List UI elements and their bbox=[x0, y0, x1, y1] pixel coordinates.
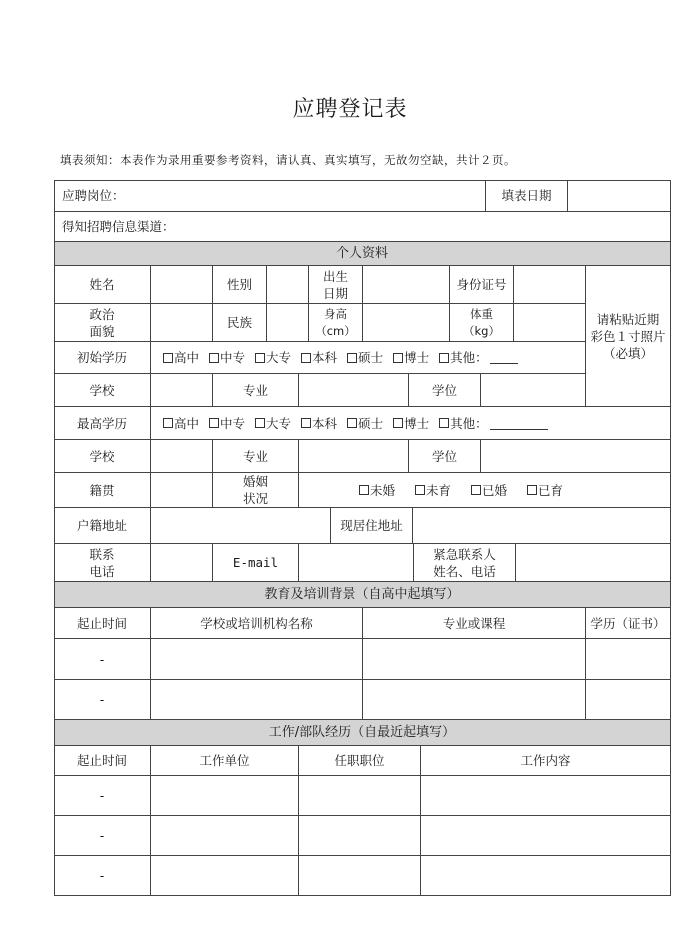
checkbox-icon bbox=[209, 418, 219, 428]
edu-header-school: 学校或培训机构名称 bbox=[151, 608, 363, 639]
application-form bbox=[54, 180, 671, 896]
highest-edu-label: 最高学历 bbox=[54, 407, 151, 440]
marital-option[interactable]: 已婚 bbox=[471, 482, 507, 499]
native-place-label: 籍贯 bbox=[54, 473, 151, 508]
initial-edu-option[interactable]: 中专 bbox=[209, 349, 245, 366]
edu-school-field[interactable] bbox=[151, 639, 363, 680]
major-field[interactable] bbox=[299, 374, 409, 407]
gender-label: 性别 bbox=[213, 266, 267, 304]
marital-label: 婚姻 状况 bbox=[213, 473, 299, 508]
current-address-field[interactable] bbox=[413, 508, 671, 544]
checkbox-icon bbox=[163, 418, 173, 428]
height-field[interactable] bbox=[363, 304, 450, 342]
degree-field[interactable] bbox=[481, 374, 586, 407]
marital-option[interactable]: 已育 bbox=[527, 482, 563, 499]
degree-field[interactable] bbox=[481, 440, 671, 473]
checkbox-icon bbox=[163, 353, 173, 363]
ethnicity-field[interactable] bbox=[267, 304, 309, 342]
channel-field[interactable] bbox=[54, 212, 671, 242]
emergency-contact-field[interactable] bbox=[516, 544, 671, 582]
major-label: 专业 bbox=[213, 374, 299, 407]
personal-section-header: 个人资料 bbox=[54, 242, 671, 266]
ethnicity-label: 民族 bbox=[213, 304, 267, 342]
initial-edu-options bbox=[151, 342, 586, 374]
work-header-period: 起止时间 bbox=[54, 746, 151, 776]
work-header-position: 任职职位 bbox=[299, 746, 421, 776]
checkbox-icon bbox=[209, 353, 219, 363]
other-blank-line[interactable] bbox=[490, 417, 548, 430]
name-label: 姓名 bbox=[54, 266, 151, 304]
weight-field[interactable] bbox=[514, 304, 586, 342]
highest-edu-option-other[interactable]: 其他： bbox=[439, 415, 548, 432]
highest-edu-option[interactable]: 博士 bbox=[393, 415, 429, 432]
edu-school-field[interactable] bbox=[151, 680, 363, 720]
school-label: 学校 bbox=[54, 374, 151, 407]
weight-label: 体重 （kg） bbox=[450, 304, 514, 342]
school-label: 学校 bbox=[54, 440, 151, 473]
checkbox-icon bbox=[359, 485, 369, 495]
work-header-employer: 工作单位 bbox=[151, 746, 299, 776]
id-number-field[interactable] bbox=[514, 266, 586, 304]
major-field[interactable] bbox=[299, 440, 409, 473]
work-duties-field[interactable] bbox=[421, 856, 671, 896]
height-label: 身高 （cm） bbox=[309, 304, 363, 342]
edu-header-diploma: 学历（证书） bbox=[586, 608, 671, 639]
marital-options bbox=[299, 473, 671, 508]
native-place-field[interactable] bbox=[151, 473, 213, 508]
phone-field[interactable] bbox=[151, 544, 213, 582]
work-period-field[interactable]: - bbox=[54, 856, 151, 896]
marital-option[interactable]: 未育 bbox=[415, 482, 451, 499]
politics-label: 政治 面貌 bbox=[54, 304, 151, 342]
highest-edu-option[interactable]: 大专 bbox=[255, 415, 291, 432]
other-blank-line[interactable] bbox=[490, 351, 518, 364]
checkbox-icon bbox=[255, 418, 265, 428]
edu-major-field[interactable] bbox=[363, 639, 586, 680]
initial-edu-option-other[interactable]: 其他： bbox=[439, 349, 518, 366]
work-period-field[interactable]: - bbox=[54, 816, 151, 856]
work-section-header: 工作/部队经历（自最近起填写） bbox=[54, 720, 671, 746]
initial-edu-option[interactable]: 高中 bbox=[163, 349, 199, 366]
edu-period-field[interactable]: - bbox=[54, 680, 151, 720]
school-field[interactable] bbox=[151, 440, 213, 473]
phone-label: 联系 电话 bbox=[54, 544, 151, 582]
edu-major-field[interactable] bbox=[363, 680, 586, 720]
degree-label: 学位 bbox=[409, 440, 481, 473]
work-position-field[interactable] bbox=[299, 776, 421, 816]
email-field[interactable] bbox=[299, 544, 414, 582]
household-address-field[interactable] bbox=[151, 508, 331, 544]
edu-period-field[interactable]: - bbox=[54, 639, 151, 680]
work-position-field[interactable] bbox=[299, 856, 421, 896]
photo-box[interactable]: 请粘贴近期 彩色１寸照片 （必填） bbox=[586, 266, 671, 407]
work-period-field[interactable]: - bbox=[54, 776, 151, 816]
initial-edu-option[interactable]: 硕士 bbox=[347, 349, 383, 366]
checkbox-icon bbox=[393, 353, 403, 363]
email-label: E-mail bbox=[213, 544, 299, 582]
work-employer-field[interactable] bbox=[151, 856, 299, 896]
checkbox-icon bbox=[393, 418, 403, 428]
marital-option[interactable]: 未婚 bbox=[359, 482, 395, 499]
current-address-label: 现居住地址 bbox=[331, 508, 413, 544]
edu-diploma-field[interactable] bbox=[586, 680, 671, 720]
checkbox-icon bbox=[301, 353, 311, 363]
school-field[interactable] bbox=[151, 374, 213, 407]
major-label: 专业 bbox=[213, 440, 299, 473]
education-section-header: 教育及培训背景（自高中起填写） bbox=[54, 582, 671, 608]
id-number-label: 身份证号 bbox=[450, 266, 514, 304]
initial-edu-option[interactable]: 博士 bbox=[393, 349, 429, 366]
date-label: 填表日期 bbox=[486, 180, 568, 212]
name-field[interactable] bbox=[151, 266, 213, 304]
checkbox-icon bbox=[439, 418, 449, 428]
birth-field[interactable] bbox=[363, 266, 450, 304]
date-field[interactable] bbox=[568, 180, 671, 212]
position-field[interactable] bbox=[54, 180, 486, 212]
page-title: 应聘登记表 bbox=[292, 97, 408, 122]
position-label: 应聘岗位： bbox=[62, 188, 125, 203]
checkbox-icon bbox=[415, 485, 425, 495]
highest-edu-option[interactable]: 中专 bbox=[209, 415, 245, 432]
work-header-duties: 工作内容 bbox=[421, 746, 671, 776]
work-duties-field[interactable] bbox=[421, 776, 671, 816]
work-duties-field[interactable] bbox=[421, 816, 671, 856]
edu-header-period: 起止时间 bbox=[54, 608, 151, 639]
birth-label: 出生 日期 bbox=[309, 266, 363, 304]
politics-field[interactable] bbox=[151, 304, 213, 342]
emergency-contact-label: 紧急联系人 姓名、电话 bbox=[414, 544, 516, 582]
edu-header-major: 专业或课程 bbox=[363, 608, 586, 639]
checkbox-icon bbox=[301, 418, 311, 428]
checkbox-icon bbox=[471, 485, 481, 495]
checkbox-icon bbox=[527, 485, 537, 495]
highest-edu-option[interactable]: 硕士 bbox=[347, 415, 383, 432]
gender-field[interactable] bbox=[267, 266, 309, 304]
initial-edu-label: 初始学历 bbox=[54, 342, 151, 374]
initial-edu-option[interactable]: 大专 bbox=[255, 349, 291, 366]
highest-edu-option[interactable]: 高中 bbox=[163, 415, 199, 432]
checkbox-icon bbox=[347, 418, 357, 428]
household-address-label: 户籍地址 bbox=[54, 508, 151, 544]
checkbox-icon bbox=[347, 353, 357, 363]
work-employer-field[interactable] bbox=[151, 816, 299, 856]
checkbox-icon bbox=[439, 353, 449, 363]
checkbox-icon bbox=[255, 353, 265, 363]
edu-diploma-field[interactable] bbox=[586, 639, 671, 680]
highest-edu-option[interactable]: 本科 bbox=[301, 415, 337, 432]
initial-edu-option[interactable]: 本科 bbox=[301, 349, 337, 366]
work-employer-field[interactable] bbox=[151, 776, 299, 816]
channel-label: 得知招聘信息渠道： bbox=[62, 219, 175, 234]
work-position-field[interactable] bbox=[299, 816, 421, 856]
form-notice: 填表须知：本表作为录用重要参考资料，请认真、真实填写，无故勿空缺，共计２页。 bbox=[60, 153, 516, 167]
highest-edu-options bbox=[151, 407, 671, 440]
degree-label: 学位 bbox=[409, 374, 481, 407]
